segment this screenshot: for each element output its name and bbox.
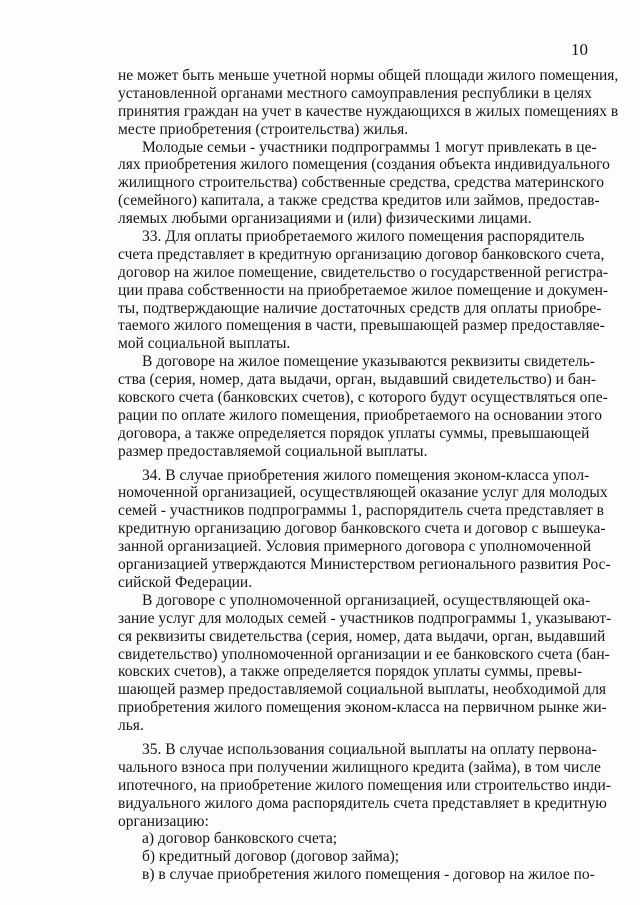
text-line: ции права собственности на приобретаемое жилое помещение и докумен-: [118, 281, 609, 299]
text-line: не может быть меньше учетной нормы общей площади жилого помещения,: [118, 67, 619, 84]
text-line: занной организацией. Условия примерного договора с уполномоченной: [118, 538, 591, 556]
text-line: договор на жилое помещение, свидетельство о государственной регистра-: [118, 263, 608, 281]
text-line: принятия граждан на учет в качестве нуждающихся в жилых помещениях в: [118, 102, 619, 120]
text-line: размер предоставляемой социальной выплаты.: [118, 442, 428, 460]
text-line: жилищного строительства) собственные средства, средства материнского: [118, 174, 604, 192]
text-line: 34. В случае приобретения жилого помещения эконом-класса упол-: [142, 466, 590, 484]
text-line: кредитную организацию договор банковского счета и договор с вышеука-: [118, 520, 606, 538]
text-line: установленной органами местного самоуправления республики в целях: [118, 84, 592, 102]
document-body: [118, 67, 619, 884]
text-line: ся реквизиты свидетельства (серия, номер, дата выдачи, орган, выдавший: [118, 627, 606, 645]
text-line: (семейного) капитала, а также средства кредитов или займов, предостав-: [118, 192, 600, 210]
text-line: номоченной организацией, осуществляющей оказание услуг для молодых: [118, 484, 608, 502]
text-line: ства (серия, номер, дата выдачи, орган, выдавший свидетельство) и бан-: [118, 371, 597, 389]
paragraph: [118, 848, 582, 866]
text-line: таемого жилого помещения в части, превышающей размер предоставляе-: [118, 317, 605, 335]
text-line: ляемых любыми организациями и (или) физическими лицами.: [118, 210, 532, 228]
text-line: семей - участников подпрограммы 1, распорядитель счета представляет в: [118, 502, 604, 520]
text-line: Молодые семьи - участники подпрограммы 1 могут привлекать в це-: [142, 138, 597, 156]
paragraph: [118, 228, 609, 353]
text-line: шающей размер предоставляемой социальной выплаты, необходимой для: [118, 681, 607, 699]
text-line: месте приобретения (строительства) жилья.: [118, 120, 409, 138]
paragraph: [118, 138, 610, 228]
page-number: 10: [571, 40, 588, 59]
text-line: приобретения жилого помещения эконом-класса на первичном рынке жи-: [118, 699, 607, 717]
text-line: чального взноса при получении жилищного кредита (займа), в том числе: [118, 758, 601, 776]
text-line: ковских счетов), а также определяется порядок уплаты суммы, превы-: [118, 663, 583, 681]
paragraph: [118, 591, 612, 735]
text-line: зание услуг для молодых семей - участников подпрограммы 1, указывают-: [118, 609, 612, 627]
text-line: мой социальной выплаты.: [118, 335, 291, 353]
paragraph: [118, 466, 611, 592]
text-line: рации по оплате жилого помещения, приобретаемого на основании этого: [118, 406, 602, 424]
text-line: организацией утверждаются Министерством регионального развития Рос-: [118, 556, 611, 574]
text-line: в) в случае приобретения жилого помещения - договор на жилое по-: [142, 866, 595, 884]
paragraph: [118, 67, 619, 139]
text-line: лья.: [118, 717, 144, 735]
text-line: сийской Федерации.: [118, 573, 253, 591]
paragraph: [118, 353, 608, 460]
paragraph: [118, 740, 612, 830]
text-line: 35. В случае использования социальной выплаты на оплату первона-: [142, 740, 597, 758]
text-line: договора, а также определяется порядок уплаты суммы, превышающей: [118, 424, 590, 442]
text-line: счета представляет в кредитную организацию договор банковского счета,: [118, 245, 605, 263]
text-line: В договоре на жилое помещение указываются реквизиты свидетель-: [142, 353, 595, 371]
text-line: ты, подтверждающие наличие достаточных средств для оплаты приобре-: [118, 299, 602, 317]
paragraph: [118, 830, 582, 848]
text-line: В договоре с уполномоченной организацией, осуществляющей ока-: [142, 591, 591, 609]
text-line: ипотечного, на приобретение жилого помещения или строительство инди-: [118, 776, 612, 794]
text-line: свидетельство) уполномоченной организации и ее банковского счета (бан-: [118, 645, 610, 663]
text-line: организацию:: [118, 812, 209, 830]
text-line: лях приобретения жилого помещения (создания объекта индивидуального: [118, 156, 610, 174]
text-line: а) договор банковского счета;: [142, 830, 338, 848]
text-line: 33. Для оплаты приобретаемого жилого помещения распорядитель: [142, 228, 585, 246]
text-line: ковского счета (банковских счетов), с которого будут осуществляться опе-: [118, 389, 608, 407]
text-line: видуального жилого дома распорядитель счета представляет в кредитную: [118, 794, 607, 812]
paragraph: [118, 866, 595, 884]
text-line: б) кредитный договор (договор займа);: [142, 848, 400, 866]
